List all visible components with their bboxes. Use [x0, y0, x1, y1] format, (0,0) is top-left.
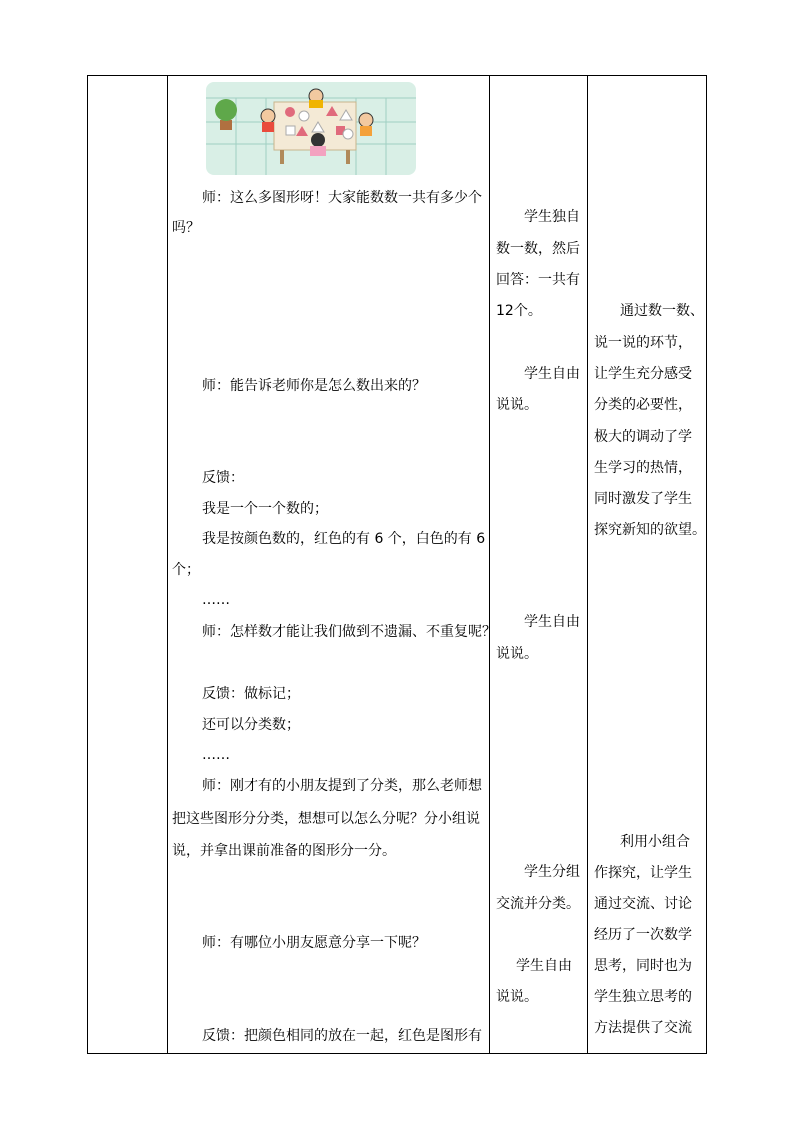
student-activity: 说说。 [496, 646, 538, 662]
design-intent: 通过交流、讨论 [594, 896, 692, 912]
design-intent: 分类的必要性， [594, 397, 692, 413]
student-activity: 学生分组 [524, 864, 580, 880]
design-intent: 作探究，让学生 [594, 865, 692, 881]
lesson-table [87, 75, 707, 1054]
design-intent: 利用小组合 [620, 834, 690, 850]
feedback-item: 反馈：把颜色相同的放在一起，红色是图形有 [202, 1028, 482, 1044]
feedback-item-cont: 个； [172, 562, 200, 578]
student-activity: 说说。 [496, 989, 538, 1005]
student-activity: 学生自由 [524, 614, 580, 630]
teacher-question: 师：这么多图形呀！大家能数数一共有多少个 [202, 190, 482, 206]
student-activity: 数一数，然后 [496, 241, 580, 257]
column-divider [167, 76, 168, 1053]
ellipsis: …… [202, 747, 230, 763]
feedback-label: 反馈：做标记； [202, 686, 300, 702]
design-intent: 同时激发了学生 [594, 491, 692, 507]
design-intent: 让学生充分感受 [594, 366, 692, 382]
design-intent: 生学习的热情， [594, 460, 692, 476]
ellipsis: …… [202, 592, 230, 608]
feedback-item: 我是一个一个数的； [202, 501, 328, 517]
design-intent: 经历了一次数学 [594, 927, 692, 943]
student-activity: 学生独自 [524, 209, 580, 225]
feedback-item: 我是按颜色数的，红色的有 6 个，白色的有 6 [202, 531, 486, 547]
teacher-question: 师：怎样数才能让我们做到不遗漏、不重复呢？ [202, 624, 496, 640]
classroom-illustration [206, 82, 416, 175]
feedback-label: 反馈： [202, 470, 244, 486]
feedback-item: 还可以分类数； [202, 717, 300, 733]
student-activity: 说说。 [496, 397, 538, 413]
design-intent: 说一说的环节， [594, 335, 692, 351]
design-intent: 学生独立思考的 [594, 989, 692, 1005]
column-divider [489, 76, 490, 1053]
student-activity: 学生自由 [516, 958, 572, 974]
teacher-question: 师：能告诉老师你是怎么数出来的？ [202, 378, 426, 394]
student-activity: 学生自由 [524, 366, 580, 382]
teacher-question: 师：刚才有的小朋友提到了分类，那么老师想 [202, 778, 482, 794]
student-activity: 回答：一共有 [496, 272, 580, 288]
design-intent: 极大的调动了学 [594, 429, 692, 445]
teacher-question-cont: 吗？ [172, 220, 200, 236]
teacher-question: 师：有哪位小朋友愿意分享一下呢？ [202, 935, 426, 951]
column-divider [587, 76, 588, 1053]
design-intent: 探究新知的欲望。 [594, 522, 706, 538]
design-intent: 方法提供了交流 [594, 1020, 692, 1036]
student-activity: 12个。 [496, 303, 542, 319]
design-intent: 通过数一数、 [620, 303, 704, 319]
teacher-question-cont: 把这些图形分分类，想想可以怎么分呢？分小组说 [172, 811, 480, 827]
student-activity: 交流并分类。 [496, 896, 580, 912]
design-intent: 思考，同时也为 [594, 958, 692, 974]
teacher-question-cont: 说，并拿出课前准备的图形分一分。 [172, 843, 396, 859]
